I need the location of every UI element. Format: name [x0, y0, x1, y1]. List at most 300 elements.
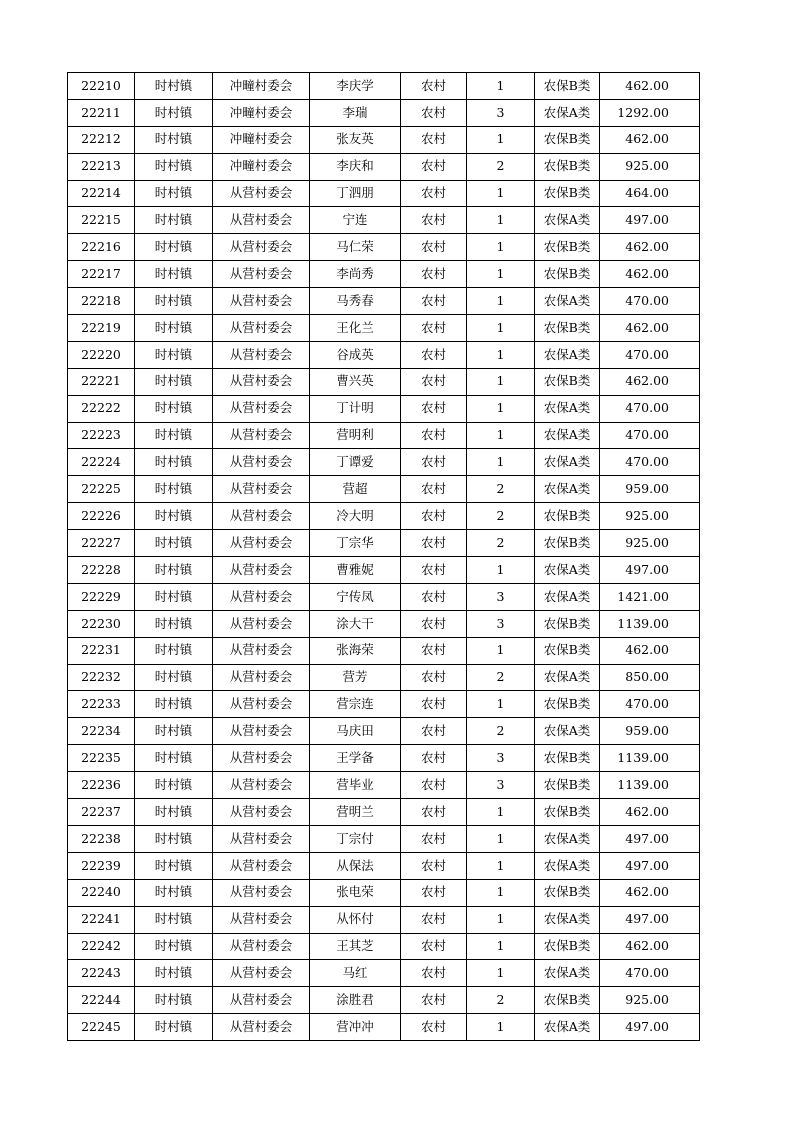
village-committee-cell: 从营村委会	[213, 583, 310, 610]
household-count-cell: 1	[467, 234, 535, 261]
household-count-cell: 1	[467, 933, 535, 960]
table-row	[68, 745, 700, 772]
amount-cell: 470.00	[600, 288, 700, 315]
person-name-cell: 李庆学	[310, 73, 401, 100]
row-id-cell: 22245	[68, 1014, 135, 1041]
person-name-cell: 从保法	[310, 852, 401, 879]
household-count-cell: 2	[467, 987, 535, 1014]
amount-cell: 497.00	[600, 852, 700, 879]
row-id-cell: 22216	[68, 234, 135, 261]
village-committee-cell: 从营村委会	[213, 799, 310, 826]
village-committee-cell: 从营村委会	[213, 449, 310, 476]
row-id-cell: 22242	[68, 933, 135, 960]
table-row	[68, 960, 700, 987]
person-name-cell: 马红	[310, 960, 401, 987]
insurance-category-cell: 农保A类	[535, 395, 600, 422]
village-committee-cell: 从营村委会	[213, 718, 310, 745]
area-type-cell: 农村	[401, 664, 467, 691]
village-committee-cell: 从营村委会	[213, 530, 310, 557]
town-cell: 时村镇	[135, 637, 213, 664]
town-cell: 时村镇	[135, 691, 213, 718]
row-id-cell: 22210	[68, 73, 135, 100]
area-type-cell: 农村	[401, 879, 467, 906]
area-type-cell: 农村	[401, 530, 467, 557]
village-committee-cell: 从营村委会	[213, 1014, 310, 1041]
town-cell: 时村镇	[135, 315, 213, 342]
household-count-cell: 1	[467, 691, 535, 718]
insurance-category-cell: 农保A类	[535, 557, 600, 584]
household-count-cell: 1	[467, 207, 535, 234]
table-row	[68, 180, 700, 207]
amount-cell: 1139.00	[600, 610, 700, 637]
village-committee-cell: 从营村委会	[213, 341, 310, 368]
town-cell: 时村镇	[135, 99, 213, 126]
village-committee-cell: 从营村委会	[213, 933, 310, 960]
town-cell: 时村镇	[135, 583, 213, 610]
area-type-cell: 农村	[401, 476, 467, 503]
town-cell: 时村镇	[135, 422, 213, 449]
town-cell: 时村镇	[135, 288, 213, 315]
household-count-cell: 1	[467, 637, 535, 664]
table-row	[68, 799, 700, 826]
town-cell: 时村镇	[135, 73, 213, 100]
amount-cell: 1421.00	[600, 583, 700, 610]
area-type-cell: 农村	[401, 207, 467, 234]
household-count-cell: 1	[467, 341, 535, 368]
town-cell: 时村镇	[135, 879, 213, 906]
village-committee-cell: 从营村委会	[213, 476, 310, 503]
insurance-category-cell: 农保B类	[535, 637, 600, 664]
area-type-cell: 农村	[401, 772, 467, 799]
table-row	[68, 395, 700, 422]
insurance-category-cell: 农保A类	[535, 99, 600, 126]
area-type-cell: 农村	[401, 368, 467, 395]
household-count-cell: 1	[467, 126, 535, 153]
household-count-cell: 1	[467, 449, 535, 476]
household-count-cell: 2	[467, 664, 535, 691]
village-committee-cell: 从营村委会	[213, 691, 310, 718]
insurance-category-cell: 农保B类	[535, 315, 600, 342]
town-cell: 时村镇	[135, 503, 213, 530]
table-row	[68, 73, 700, 100]
town-cell: 时村镇	[135, 825, 213, 852]
table-row	[68, 503, 700, 530]
person-name-cell: 营超	[310, 476, 401, 503]
table-row	[68, 476, 700, 503]
area-type-cell: 农村	[401, 180, 467, 207]
row-id-cell: 22238	[68, 825, 135, 852]
insurance-category-cell: 农保A类	[535, 476, 600, 503]
town-cell: 时村镇	[135, 207, 213, 234]
household-count-cell: 2	[467, 503, 535, 530]
household-count-cell: 1	[467, 1014, 535, 1041]
insurance-category-cell: 农保B类	[535, 503, 600, 530]
insurance-category-cell: 农保A类	[535, 825, 600, 852]
household-count-cell: 1	[467, 261, 535, 288]
person-name-cell: 从怀付	[310, 906, 401, 933]
table-row	[68, 906, 700, 933]
town-cell: 时村镇	[135, 126, 213, 153]
person-name-cell: 马仁荣	[310, 234, 401, 261]
area-type-cell: 农村	[401, 288, 467, 315]
household-count-cell: 2	[467, 153, 535, 180]
village-committee-cell: 从营村委会	[213, 234, 310, 261]
person-name-cell: 丁计明	[310, 395, 401, 422]
person-name-cell: 营芳	[310, 664, 401, 691]
household-count-cell: 3	[467, 610, 535, 637]
amount-cell: 497.00	[600, 557, 700, 584]
household-count-cell: 1	[467, 422, 535, 449]
row-id-cell: 22244	[68, 987, 135, 1014]
data-table	[67, 72, 700, 1041]
area-type-cell: 农村	[401, 960, 467, 987]
area-type-cell: 农村	[401, 987, 467, 1014]
row-id-cell: 22229	[68, 583, 135, 610]
town-cell: 时村镇	[135, 987, 213, 1014]
insurance-category-cell: 农保B类	[535, 153, 600, 180]
insurance-category-cell: 农保A类	[535, 288, 600, 315]
person-name-cell: 营宗连	[310, 691, 401, 718]
row-id-cell: 22227	[68, 530, 135, 557]
person-name-cell: 张友英	[310, 126, 401, 153]
household-count-cell: 1	[467, 73, 535, 100]
person-name-cell: 丁谭爱	[310, 449, 401, 476]
insurance-category-cell: 农保B类	[535, 879, 600, 906]
amount-cell: 470.00	[600, 422, 700, 449]
amount-cell: 1139.00	[600, 772, 700, 799]
table-row	[68, 637, 700, 664]
area-type-cell: 农村	[401, 583, 467, 610]
village-committee-cell: 从营村委会	[213, 610, 310, 637]
amount-cell: 470.00	[600, 449, 700, 476]
area-type-cell: 农村	[401, 261, 467, 288]
row-id-cell: 22233	[68, 691, 135, 718]
table-row	[68, 315, 700, 342]
town-cell: 时村镇	[135, 153, 213, 180]
row-id-cell: 22212	[68, 126, 135, 153]
person-name-cell: 涂胜君	[310, 987, 401, 1014]
row-id-cell: 22221	[68, 368, 135, 395]
insurance-category-cell: 农保A类	[535, 583, 600, 610]
household-count-cell: 1	[467, 315, 535, 342]
town-cell: 时村镇	[135, 799, 213, 826]
table-row	[68, 933, 700, 960]
row-id-cell: 22243	[68, 960, 135, 987]
person-name-cell: 丁宗付	[310, 825, 401, 852]
amount-cell: 462.00	[600, 315, 700, 342]
town-cell: 时村镇	[135, 530, 213, 557]
village-committee-cell: 从营村委会	[213, 422, 310, 449]
area-type-cell: 农村	[401, 449, 467, 476]
person-name-cell: 营明利	[310, 422, 401, 449]
table-row	[68, 664, 700, 691]
household-count-cell: 3	[467, 772, 535, 799]
table-row	[68, 261, 700, 288]
area-type-cell: 农村	[401, 637, 467, 664]
household-count-cell: 1	[467, 395, 535, 422]
amount-cell: 1139.00	[600, 745, 700, 772]
amount-cell: 959.00	[600, 718, 700, 745]
person-name-cell: 张电荣	[310, 879, 401, 906]
person-name-cell: 王其芝	[310, 933, 401, 960]
area-type-cell: 农村	[401, 73, 467, 100]
table-row	[68, 1014, 700, 1041]
area-type-cell: 农村	[401, 718, 467, 745]
amount-cell: 462.00	[600, 73, 700, 100]
town-cell: 时村镇	[135, 772, 213, 799]
amount-cell: 497.00	[600, 1014, 700, 1041]
row-id-cell: 22241	[68, 906, 135, 933]
person-name-cell: 冷大明	[310, 503, 401, 530]
table-row	[68, 449, 700, 476]
household-count-cell: 3	[467, 745, 535, 772]
amount-cell: 925.00	[600, 503, 700, 530]
insurance-category-cell: 农保B类	[535, 368, 600, 395]
insurance-category-cell: 农保B类	[535, 261, 600, 288]
town-cell: 时村镇	[135, 718, 213, 745]
insurance-category-cell: 农保A类	[535, 664, 600, 691]
insurance-category-cell: 农保B类	[535, 745, 600, 772]
village-committee-cell: 从营村委会	[213, 960, 310, 987]
person-name-cell: 王学备	[310, 745, 401, 772]
insurance-category-cell: 农保B类	[535, 126, 600, 153]
town-cell: 时村镇	[135, 610, 213, 637]
town-cell: 时村镇	[135, 852, 213, 879]
person-name-cell: 丁泗朋	[310, 180, 401, 207]
area-type-cell: 农村	[401, 153, 467, 180]
village-committee-cell: 从营村委会	[213, 879, 310, 906]
row-id-cell: 22236	[68, 772, 135, 799]
household-count-cell: 1	[467, 557, 535, 584]
insurance-category-cell: 农保B类	[535, 799, 600, 826]
village-committee-cell: 冲疃村委会	[213, 73, 310, 100]
amount-cell: 462.00	[600, 637, 700, 664]
area-type-cell: 农村	[401, 933, 467, 960]
row-id-cell: 22214	[68, 180, 135, 207]
household-count-cell: 1	[467, 180, 535, 207]
table-row	[68, 99, 700, 126]
person-name-cell: 曹兴英	[310, 368, 401, 395]
table-row	[68, 691, 700, 718]
area-type-cell: 农村	[401, 610, 467, 637]
household-count-cell: 1	[467, 879, 535, 906]
area-type-cell: 农村	[401, 906, 467, 933]
village-committee-cell: 冲疃村委会	[213, 99, 310, 126]
table-row	[68, 126, 700, 153]
area-type-cell: 农村	[401, 99, 467, 126]
area-type-cell: 农村	[401, 395, 467, 422]
table-row	[68, 341, 700, 368]
insurance-category-cell: 农保B类	[535, 234, 600, 261]
insurance-category-cell: 农保A类	[535, 1014, 600, 1041]
area-type-cell: 农村	[401, 825, 467, 852]
area-type-cell: 农村	[401, 852, 467, 879]
village-committee-cell: 从营村委会	[213, 207, 310, 234]
amount-cell: 470.00	[600, 395, 700, 422]
amount-cell: 925.00	[600, 153, 700, 180]
row-id-cell: 22220	[68, 341, 135, 368]
row-id-cell: 22234	[68, 718, 135, 745]
town-cell: 时村镇	[135, 261, 213, 288]
town-cell: 时村镇	[135, 1014, 213, 1041]
insurance-category-cell: 农保B类	[535, 987, 600, 1014]
village-committee-cell: 从营村委会	[213, 772, 310, 799]
area-type-cell: 农村	[401, 422, 467, 449]
household-count-cell: 1	[467, 799, 535, 826]
household-count-cell: 2	[467, 718, 535, 745]
table-row	[68, 610, 700, 637]
village-committee-cell: 从营村委会	[213, 288, 310, 315]
area-type-cell: 农村	[401, 315, 467, 342]
village-committee-cell: 从营村委会	[213, 395, 310, 422]
amount-cell: 462.00	[600, 234, 700, 261]
person-name-cell: 李尚秀	[310, 261, 401, 288]
row-id-cell: 22213	[68, 153, 135, 180]
table-row	[68, 772, 700, 799]
village-committee-cell: 从营村委会	[213, 852, 310, 879]
insurance-category-cell: 农保B类	[535, 180, 600, 207]
town-cell: 时村镇	[135, 368, 213, 395]
amount-cell: 462.00	[600, 879, 700, 906]
area-type-cell: 农村	[401, 503, 467, 530]
insurance-category-cell: 农保A类	[535, 960, 600, 987]
amount-cell: 850.00	[600, 664, 700, 691]
village-committee-cell: 从营村委会	[213, 825, 310, 852]
amount-cell: 497.00	[600, 906, 700, 933]
row-id-cell: 22211	[68, 99, 135, 126]
amount-cell: 470.00	[600, 960, 700, 987]
area-type-cell: 农村	[401, 126, 467, 153]
row-id-cell: 22228	[68, 557, 135, 584]
person-name-cell: 宁传凤	[310, 583, 401, 610]
table-row	[68, 288, 700, 315]
town-cell: 时村镇	[135, 449, 213, 476]
amount-cell: 462.00	[600, 933, 700, 960]
person-name-cell: 马秀春	[310, 288, 401, 315]
insurance-category-cell: 农保B类	[535, 73, 600, 100]
area-type-cell: 农村	[401, 234, 467, 261]
insurance-category-cell: 农保A类	[535, 422, 600, 449]
insurance-category-cell: 农保A类	[535, 906, 600, 933]
row-id-cell: 22230	[68, 610, 135, 637]
town-cell: 时村镇	[135, 745, 213, 772]
village-committee-cell: 从营村委会	[213, 180, 310, 207]
area-type-cell: 农村	[401, 1014, 467, 1041]
village-committee-cell: 从营村委会	[213, 315, 310, 342]
amount-cell: 462.00	[600, 126, 700, 153]
town-cell: 时村镇	[135, 664, 213, 691]
row-id-cell: 22226	[68, 503, 135, 530]
person-name-cell: 谷成英	[310, 341, 401, 368]
person-name-cell: 涂大干	[310, 610, 401, 637]
amount-cell: 470.00	[600, 691, 700, 718]
town-cell: 时村镇	[135, 906, 213, 933]
town-cell: 时村镇	[135, 476, 213, 503]
village-committee-cell: 从营村委会	[213, 906, 310, 933]
village-committee-cell: 从营村委会	[213, 987, 310, 1014]
insurance-category-cell: 农保B类	[535, 530, 600, 557]
table-body	[68, 73, 700, 1041]
row-id-cell: 22231	[68, 637, 135, 664]
table-row	[68, 718, 700, 745]
area-type-cell: 农村	[401, 799, 467, 826]
row-id-cell: 22222	[68, 395, 135, 422]
person-name-cell: 营毕业	[310, 772, 401, 799]
amount-cell: 497.00	[600, 207, 700, 234]
village-committee-cell: 从营村委会	[213, 745, 310, 772]
area-type-cell: 农村	[401, 745, 467, 772]
person-name-cell: 丁宗华	[310, 530, 401, 557]
person-name-cell: 营冲冲	[310, 1014, 401, 1041]
table-row	[68, 583, 700, 610]
village-committee-cell: 从营村委会	[213, 637, 310, 664]
row-id-cell: 22225	[68, 476, 135, 503]
area-type-cell: 农村	[401, 691, 467, 718]
amount-cell: 462.00	[600, 799, 700, 826]
table-row	[68, 557, 700, 584]
area-type-cell: 农村	[401, 557, 467, 584]
town-cell: 时村镇	[135, 180, 213, 207]
village-committee-cell: 从营村委会	[213, 557, 310, 584]
town-cell: 时村镇	[135, 557, 213, 584]
household-count-cell: 1	[467, 288, 535, 315]
amount-cell: 470.00	[600, 341, 700, 368]
amount-cell: 925.00	[600, 530, 700, 557]
village-committee-cell: 从营村委会	[213, 368, 310, 395]
row-id-cell: 22232	[68, 664, 135, 691]
person-name-cell: 李瑞	[310, 99, 401, 126]
village-committee-cell: 从营村委会	[213, 664, 310, 691]
table-row	[68, 879, 700, 906]
town-cell: 时村镇	[135, 341, 213, 368]
household-count-cell: 2	[467, 476, 535, 503]
insurance-category-cell: 农保B类	[535, 933, 600, 960]
person-name-cell: 张海荣	[310, 637, 401, 664]
person-name-cell: 曹雅妮	[310, 557, 401, 584]
household-count-cell: 3	[467, 583, 535, 610]
table-row	[68, 987, 700, 1014]
household-count-cell: 1	[467, 368, 535, 395]
household-count-cell: 1	[467, 960, 535, 987]
household-count-cell: 2	[467, 530, 535, 557]
person-name-cell: 李庆和	[310, 153, 401, 180]
amount-cell: 497.00	[600, 825, 700, 852]
village-committee-cell: 冲疃村委会	[213, 153, 310, 180]
insurance-category-cell: 农保B类	[535, 610, 600, 637]
row-id-cell: 22223	[68, 422, 135, 449]
row-id-cell: 22224	[68, 449, 135, 476]
household-count-cell: 1	[467, 825, 535, 852]
row-id-cell: 22239	[68, 852, 135, 879]
town-cell: 时村镇	[135, 960, 213, 987]
table-row	[68, 422, 700, 449]
row-id-cell: 22217	[68, 261, 135, 288]
row-id-cell: 22235	[68, 745, 135, 772]
table-row	[68, 825, 700, 852]
household-count-cell: 3	[467, 99, 535, 126]
person-name-cell: 王化兰	[310, 315, 401, 342]
town-cell: 时村镇	[135, 234, 213, 261]
town-cell: 时村镇	[135, 933, 213, 960]
person-name-cell: 宁连	[310, 207, 401, 234]
insurance-category-cell: 农保A类	[535, 207, 600, 234]
row-id-cell: 22237	[68, 799, 135, 826]
insurance-category-cell: 农保A类	[535, 449, 600, 476]
table-row	[68, 530, 700, 557]
table-row	[68, 234, 700, 261]
town-cell: 时村镇	[135, 395, 213, 422]
row-id-cell: 22215	[68, 207, 135, 234]
